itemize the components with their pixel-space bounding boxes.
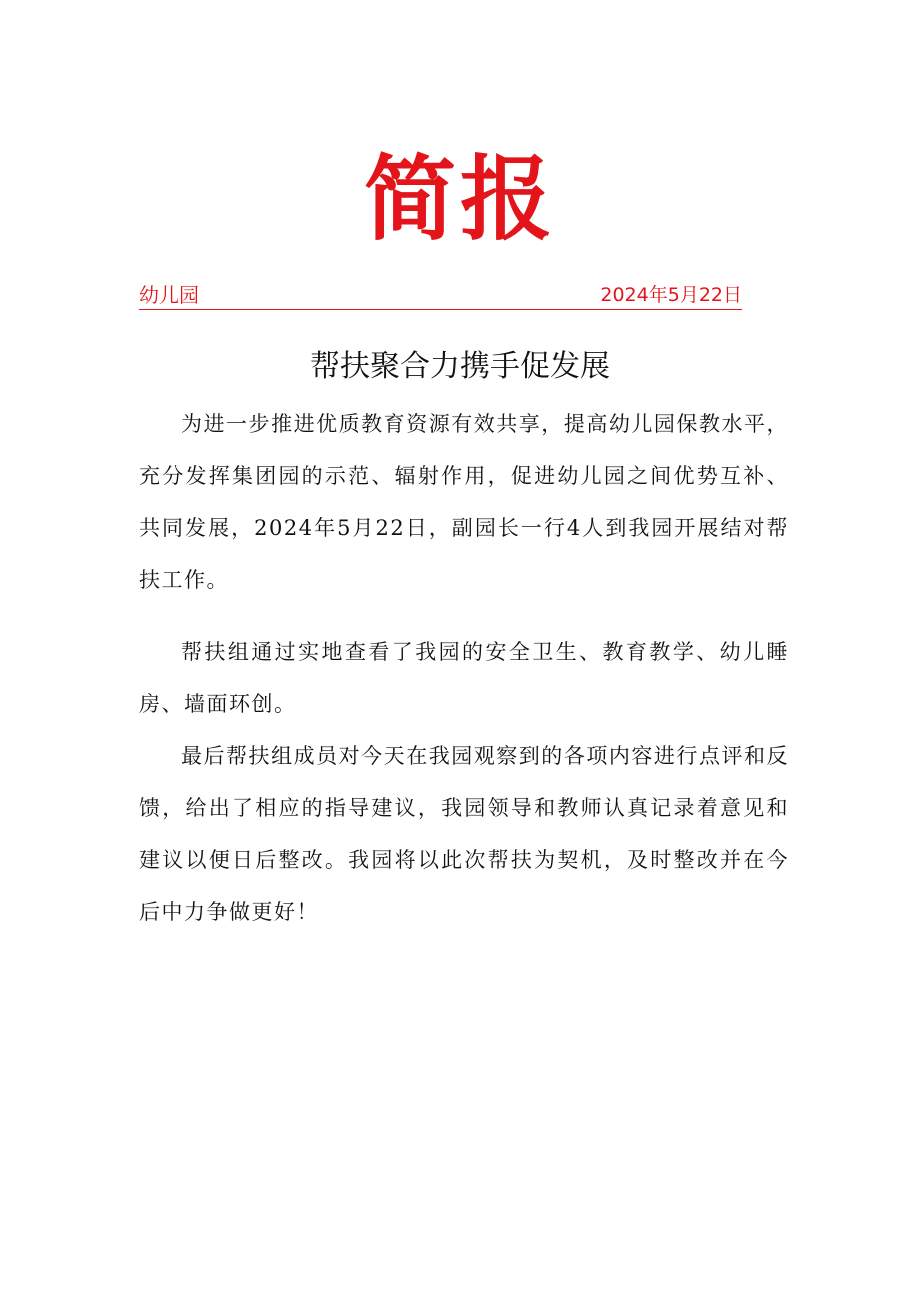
issue-date: 2024年5月22日 xyxy=(600,284,742,306)
paragraph: 最后帮扶组成员对今天在我园观察到的各项内容进行点评和反馈，给出了相应的指导建议，我园领导和教师认真记录着意见和建议以便日后整改。我园将以此次帮扶为契机，及时整改并在今后中力争做更好！ xyxy=(139,744,789,924)
article-body xyxy=(139,398,789,938)
article-headline: 帮扶聚合力携手促发展 xyxy=(310,349,610,384)
header-rule-row xyxy=(139,283,742,310)
issuing-unit: 幼儿园 xyxy=(139,283,199,307)
paragraph: 帮扶组通过实地查看了我园的安全卫生、教育教学、幼儿睡房、墙面环创。 xyxy=(139,640,789,716)
paragraph: 为进一步推进优质教育资源有效共享，提高幼儿园保教水平，充分发挥集团园的示范、辐射作用，促进幼儿园之间优势互补、共同发展，2024年5月22日，副园长一行4人到我园开展结对帮扶工作。 xyxy=(139,412,789,592)
masthead-title: 简报 xyxy=(363,146,556,253)
